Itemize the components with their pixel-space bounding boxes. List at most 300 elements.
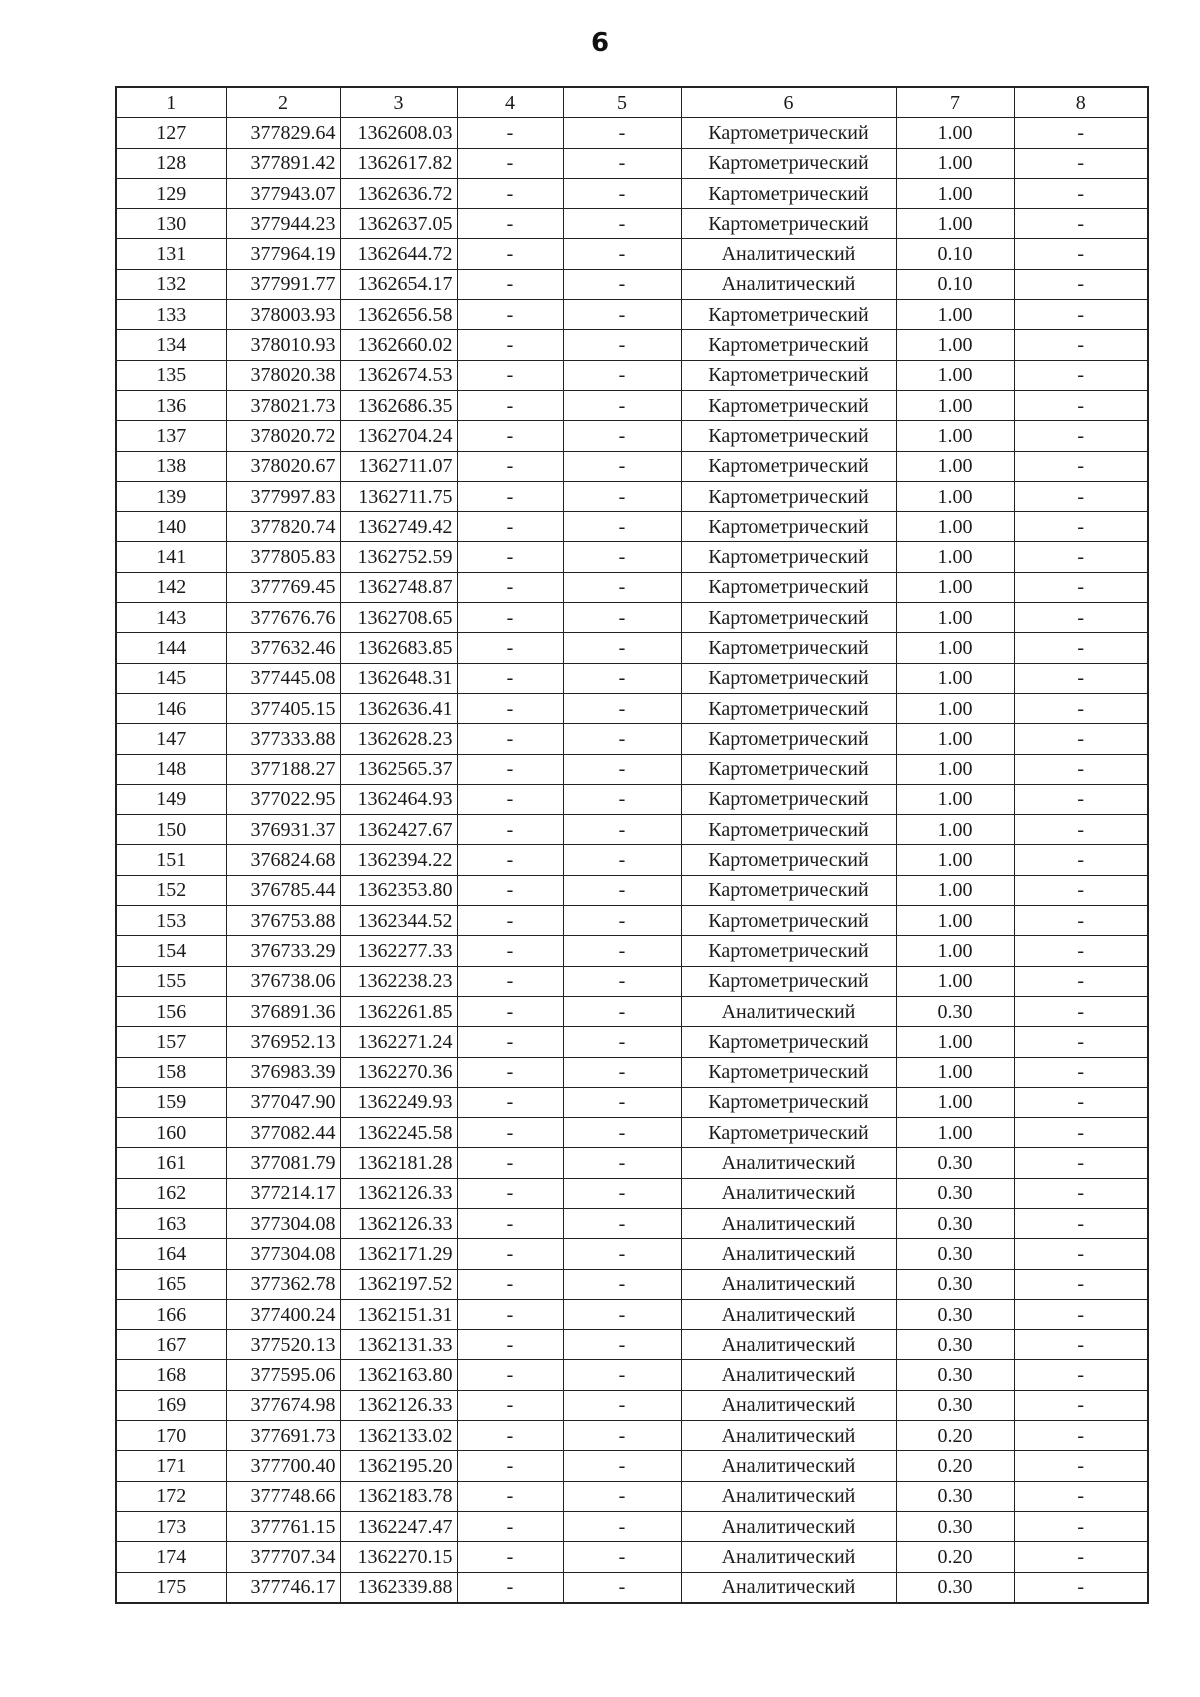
col-4-value-cell: - [457,996,563,1026]
table-row [116,1178,1148,1208]
col-8-value-cell: - [1014,572,1148,602]
x-coordinate-cell: 377944.23 [226,209,340,239]
col-8-value-cell: - [1014,693,1148,723]
col-8-value-cell: - [1014,118,1148,148]
x-coordinate-cell: 377820.74 [226,512,340,542]
column-header-1: 1 [116,87,226,118]
method-cell: Аналитический [681,1390,896,1420]
x-coordinate-cell: 377520.13 [226,1330,340,1360]
col-8-value-cell: - [1014,421,1148,451]
table-row [116,663,1148,693]
col-8-value-cell: - [1014,1087,1148,1117]
col-8-value-cell: - [1014,512,1148,542]
table-row [116,542,1148,572]
col-4-value-cell: - [457,481,563,511]
col-8-value-cell: - [1014,875,1148,905]
col-8-value-cell: - [1014,300,1148,330]
table-row [116,633,1148,663]
column-header-3: 3 [340,87,457,118]
col-4-value-cell: - [457,451,563,481]
table-header-row [116,87,1148,118]
method-cell: Картометрический [681,148,896,178]
accuracy-cell: 1.00 [896,633,1014,663]
table-row [116,1390,1148,1420]
col-8-value-cell: - [1014,1118,1148,1148]
x-coordinate-cell: 376785.44 [226,875,340,905]
x-coordinate-cell: 378020.67 [226,451,340,481]
point-number-cell: 131 [116,239,226,269]
col-4-value-cell: - [457,875,563,905]
y-coordinate-cell: 1362277.33 [340,936,457,966]
col-8-value-cell: - [1014,1572,1148,1603]
col-5-value-cell: - [563,300,681,330]
x-coordinate-cell: 377214.17 [226,1178,340,1208]
col-8-value-cell: - [1014,936,1148,966]
point-number-cell: 140 [116,512,226,542]
x-coordinate-cell: 378020.72 [226,421,340,451]
col-5-value-cell: - [563,1208,681,1238]
col-5-value-cell: - [563,845,681,875]
point-number-cell: 171 [116,1451,226,1481]
col-4-value-cell: - [457,178,563,208]
accuracy-cell: 0.30 [896,1208,1014,1238]
x-coordinate-cell: 376891.36 [226,996,340,1026]
col-4-value-cell: - [457,1542,563,1572]
col-8-value-cell: - [1014,1299,1148,1329]
method-cell: Аналитический [681,1299,896,1329]
col-4-value-cell: - [457,633,563,663]
method-cell: Картометрический [681,693,896,723]
col-5-value-cell: - [563,1330,681,1360]
y-coordinate-cell: 1362270.15 [340,1542,457,1572]
col-5-value-cell: - [563,815,681,845]
method-cell: Аналитический [681,1451,896,1481]
x-coordinate-cell: 377304.08 [226,1208,340,1238]
method-cell: Аналитический [681,1481,896,1511]
method-cell: Картометрический [681,421,896,451]
point-number-cell: 149 [116,784,226,814]
method-cell: Аналитический [681,1421,896,1451]
col-8-value-cell: - [1014,148,1148,178]
y-coordinate-cell: 1362195.20 [340,1451,457,1481]
point-number-cell: 169 [116,1390,226,1420]
table-row [116,815,1148,845]
y-coordinate-cell: 1362648.31 [340,663,457,693]
x-coordinate-cell: 377676.76 [226,603,340,633]
accuracy-cell: 0.30 [896,1330,1014,1360]
col-5-value-cell: - [563,572,681,602]
point-number-cell: 130 [116,209,226,239]
y-coordinate-cell: 1362674.53 [340,360,457,390]
point-number-cell: 155 [116,966,226,996]
accuracy-cell: 0.30 [896,996,1014,1026]
accuracy-cell: 1.00 [896,360,1014,390]
col-5-value-cell: - [563,1148,681,1178]
col-8-value-cell: - [1014,1330,1148,1360]
accuracy-cell: 0.20 [896,1421,1014,1451]
point-number-cell: 152 [116,875,226,905]
accuracy-cell: 1.00 [896,451,1014,481]
y-coordinate-cell: 1362644.72 [340,239,457,269]
col-8-value-cell: - [1014,360,1148,390]
table-row [116,1299,1148,1329]
table-row [116,239,1148,269]
x-coordinate-cell: 376753.88 [226,906,340,936]
method-cell: Аналитический [681,1511,896,1541]
y-coordinate-cell: 1362131.33 [340,1330,457,1360]
table-row [116,1511,1148,1541]
accuracy-cell: 1.00 [896,906,1014,936]
col-4-value-cell: - [457,1148,563,1178]
table-row [116,603,1148,633]
table-row [116,269,1148,299]
col-4-value-cell: - [457,390,563,420]
y-coordinate-cell: 1362197.52 [340,1269,457,1299]
col-4-value-cell: - [457,269,563,299]
col-4-value-cell: - [457,663,563,693]
col-5-value-cell: - [563,360,681,390]
col-4-value-cell: - [457,815,563,845]
x-coordinate-cell: 376983.39 [226,1057,340,1087]
method-cell: Аналитический [681,1239,896,1269]
y-coordinate-cell: 1362464.93 [340,784,457,814]
point-number-cell: 146 [116,693,226,723]
col-8-value-cell: - [1014,178,1148,208]
col-5-value-cell: - [563,481,681,511]
x-coordinate-cell: 377943.07 [226,178,340,208]
col-5-value-cell: - [563,936,681,966]
col-4-value-cell: - [457,724,563,754]
col-4-value-cell: - [457,1087,563,1117]
x-coordinate-cell: 377700.40 [226,1451,340,1481]
y-coordinate-cell: 1362711.75 [340,481,457,511]
point-number-cell: 158 [116,1057,226,1087]
table-row [116,421,1148,451]
column-header-5: 5 [563,87,681,118]
col-8-value-cell: - [1014,1057,1148,1087]
point-number-cell: 165 [116,1269,226,1299]
table-row [116,996,1148,1026]
col-5-value-cell: - [563,542,681,572]
accuracy-cell: 1.00 [896,603,1014,633]
col-8-value-cell: - [1014,966,1148,996]
col-4-value-cell: - [457,1239,563,1269]
method-cell: Картометрический [681,178,896,208]
table-row [116,754,1148,784]
col-4-value-cell: - [457,360,563,390]
point-number-cell: 175 [116,1572,226,1603]
table-row [116,784,1148,814]
col-4-value-cell: - [457,1027,563,1057]
point-number-cell: 168 [116,1360,226,1390]
x-coordinate-cell: 376824.68 [226,845,340,875]
y-coordinate-cell: 1362637.05 [340,209,457,239]
y-coordinate-cell: 1362271.24 [340,1027,457,1057]
y-coordinate-cell: 1362749.42 [340,512,457,542]
x-coordinate-cell: 377081.79 [226,1148,340,1178]
x-coordinate-cell: 377964.19 [226,239,340,269]
x-coordinate-cell: 377188.27 [226,754,340,784]
table-row [116,1239,1148,1269]
accuracy-cell: 1.00 [896,390,1014,420]
col-4-value-cell: - [457,118,563,148]
method-cell: Картометрический [681,118,896,148]
col-4-value-cell: - [457,421,563,451]
col-5-value-cell: - [563,330,681,360]
point-number-cell: 159 [116,1087,226,1117]
x-coordinate-cell: 378010.93 [226,330,340,360]
col-4-value-cell: - [457,330,563,360]
accuracy-cell: 0.10 [896,269,1014,299]
col-5-value-cell: - [563,1118,681,1148]
coordinates-table [115,86,1149,1604]
table-row [116,936,1148,966]
point-number-cell: 162 [116,1178,226,1208]
table-row [116,1481,1148,1511]
col-8-value-cell: - [1014,724,1148,754]
table-row [116,118,1148,148]
x-coordinate-cell: 377304.08 [226,1239,340,1269]
point-number-cell: 166 [116,1299,226,1329]
x-coordinate-cell: 377997.83 [226,481,340,511]
col-5-value-cell: - [563,1087,681,1117]
col-5-value-cell: - [563,693,681,723]
method-cell: Картометрический [681,330,896,360]
point-number-cell: 174 [116,1542,226,1572]
col-4-value-cell: - [457,603,563,633]
col-4-value-cell: - [457,1511,563,1541]
x-coordinate-cell: 377022.95 [226,784,340,814]
table-row [116,360,1148,390]
point-number-cell: 134 [116,330,226,360]
point-number-cell: 127 [116,118,226,148]
col-5-value-cell: - [563,1572,681,1603]
x-coordinate-cell: 377405.15 [226,693,340,723]
col-8-value-cell: - [1014,330,1148,360]
accuracy-cell: 1.00 [896,481,1014,511]
point-number-cell: 147 [116,724,226,754]
accuracy-cell: 0.30 [896,1148,1014,1178]
point-number-cell: 160 [116,1118,226,1148]
method-cell: Картометрический [681,724,896,754]
method-cell: Аналитический [681,1208,896,1238]
col-8-value-cell: - [1014,1421,1148,1451]
col-5-value-cell: - [563,390,681,420]
y-coordinate-cell: 1362126.33 [340,1390,457,1420]
col-5-value-cell: - [563,421,681,451]
accuracy-cell: 1.00 [896,1118,1014,1148]
point-number-cell: 170 [116,1421,226,1451]
col-8-value-cell: - [1014,906,1148,936]
accuracy-cell: 1.00 [896,845,1014,875]
method-cell: Картометрический [681,1087,896,1117]
x-coordinate-cell: 377445.08 [226,663,340,693]
y-coordinate-cell: 1362656.58 [340,300,457,330]
col-8-value-cell: - [1014,239,1148,269]
col-5-value-cell: - [563,966,681,996]
method-cell: Картометрический [681,845,896,875]
point-number-cell: 128 [116,148,226,178]
page-number: 6 [590,28,610,58]
col-5-value-cell: - [563,603,681,633]
y-coordinate-cell: 1362617.82 [340,148,457,178]
method-cell: Аналитический [681,1572,896,1603]
method-cell: Картометрический [681,572,896,602]
x-coordinate-cell: 376931.37 [226,815,340,845]
col-4-value-cell: - [457,300,563,330]
y-coordinate-cell: 1362270.36 [340,1057,457,1087]
col-8-value-cell: - [1014,1208,1148,1238]
point-number-cell: 148 [116,754,226,784]
table-row [116,209,1148,239]
col-8-value-cell: - [1014,603,1148,633]
table-row [116,572,1148,602]
table-row [116,966,1148,996]
y-coordinate-cell: 1362748.87 [340,572,457,602]
table-row [116,1208,1148,1238]
table-row [116,1421,1148,1451]
point-number-cell: 167 [116,1330,226,1360]
y-coordinate-cell: 1362183.78 [340,1481,457,1511]
table-row [116,875,1148,905]
accuracy-cell: 1.00 [896,784,1014,814]
point-number-cell: 150 [116,815,226,845]
point-number-cell: 144 [116,633,226,663]
table-row [116,1542,1148,1572]
point-number-cell: 136 [116,390,226,420]
table-row [116,481,1148,511]
x-coordinate-cell: 376952.13 [226,1027,340,1057]
point-number-cell: 135 [116,360,226,390]
table-row [116,390,1148,420]
col-4-value-cell: - [457,1208,563,1238]
y-coordinate-cell: 1362133.02 [340,1421,457,1451]
accuracy-cell: 1.00 [896,300,1014,330]
method-cell: Картометрический [681,542,896,572]
y-coordinate-cell: 1362245.58 [340,1118,457,1148]
point-number-cell: 161 [116,1148,226,1178]
col-8-value-cell: - [1014,269,1148,299]
col-8-value-cell: - [1014,1269,1148,1299]
accuracy-cell: 0.20 [896,1542,1014,1572]
x-coordinate-cell: 378021.73 [226,390,340,420]
y-coordinate-cell: 1362654.17 [340,269,457,299]
table-row [116,300,1148,330]
col-4-value-cell: - [457,845,563,875]
y-coordinate-cell: 1362565.37 [340,754,457,784]
table-row [116,451,1148,481]
point-number-cell: 156 [116,996,226,1026]
method-cell: Картометрический [681,481,896,511]
x-coordinate-cell: 377829.64 [226,118,340,148]
y-coordinate-cell: 1362708.65 [340,603,457,633]
col-8-value-cell: - [1014,1511,1148,1541]
col-4-value-cell: - [457,1360,563,1390]
col-5-value-cell: - [563,1239,681,1269]
col-8-value-cell: - [1014,633,1148,663]
method-cell: Аналитический [681,239,896,269]
x-coordinate-cell: 377082.44 [226,1118,340,1148]
y-coordinate-cell: 1362151.31 [340,1299,457,1329]
point-number-cell: 142 [116,572,226,602]
y-coordinate-cell: 1362683.85 [340,633,457,663]
table-row [116,1087,1148,1117]
accuracy-cell: 0.10 [896,239,1014,269]
accuracy-cell: 1.00 [896,663,1014,693]
y-coordinate-cell: 1362628.23 [340,724,457,754]
column-header-2: 2 [226,87,340,118]
method-cell: Картометрический [681,390,896,420]
table-row [116,1451,1148,1481]
accuracy-cell: 1.00 [896,1057,1014,1087]
col-5-value-cell: - [563,1511,681,1541]
x-coordinate-cell: 377362.78 [226,1269,340,1299]
accuracy-cell: 1.00 [896,875,1014,905]
y-coordinate-cell: 1362686.35 [340,390,457,420]
col-8-value-cell: - [1014,1178,1148,1208]
table-row [116,845,1148,875]
accuracy-cell: 1.00 [896,936,1014,966]
accuracy-cell: 0.30 [896,1178,1014,1208]
method-cell: Картометрический [681,1118,896,1148]
accuracy-cell: 1.00 [896,693,1014,723]
table-row [116,178,1148,208]
x-coordinate-cell: 377746.17 [226,1572,340,1603]
col-4-value-cell: - [457,542,563,572]
accuracy-cell: 1.00 [896,724,1014,754]
method-cell: Аналитический [681,1360,896,1390]
col-4-value-cell: - [457,1330,563,1360]
table-row [116,512,1148,542]
col-8-value-cell: - [1014,754,1148,784]
col-4-value-cell: - [457,1572,563,1603]
table-row [116,1118,1148,1148]
point-number-cell: 163 [116,1208,226,1238]
col-5-value-cell: - [563,1360,681,1390]
col-5-value-cell: - [563,1269,681,1299]
x-coordinate-cell: 377991.77 [226,269,340,299]
x-coordinate-cell: 377761.15 [226,1511,340,1541]
x-coordinate-cell: 377632.46 [226,633,340,663]
accuracy-cell: 1.00 [896,1087,1014,1117]
accuracy-cell: 1.00 [896,148,1014,178]
point-number-cell: 153 [116,906,226,936]
col-4-value-cell: - [457,1178,563,1208]
x-coordinate-cell: 377691.73 [226,1421,340,1451]
y-coordinate-cell: 1362608.03 [340,118,457,148]
method-cell: Картометрический [681,209,896,239]
table-row [116,1330,1148,1360]
x-coordinate-cell: 377047.90 [226,1087,340,1117]
point-number-cell: 133 [116,300,226,330]
x-coordinate-cell: 378020.38 [226,360,340,390]
accuracy-cell: 1.00 [896,754,1014,784]
col-5-value-cell: - [563,1421,681,1451]
method-cell: Картометрический [681,754,896,784]
col-5-value-cell: - [563,1057,681,1087]
col-5-value-cell: - [563,239,681,269]
accuracy-cell: 0.30 [896,1360,1014,1390]
table-row [116,1360,1148,1390]
col-8-value-cell: - [1014,784,1148,814]
col-4-value-cell: - [457,572,563,602]
col-8-value-cell: - [1014,1239,1148,1269]
method-cell: Картометрический [681,1027,896,1057]
y-coordinate-cell: 1362752.59 [340,542,457,572]
y-coordinate-cell: 1362636.72 [340,178,457,208]
method-cell: Картометрический [681,633,896,663]
col-4-value-cell: - [457,1481,563,1511]
